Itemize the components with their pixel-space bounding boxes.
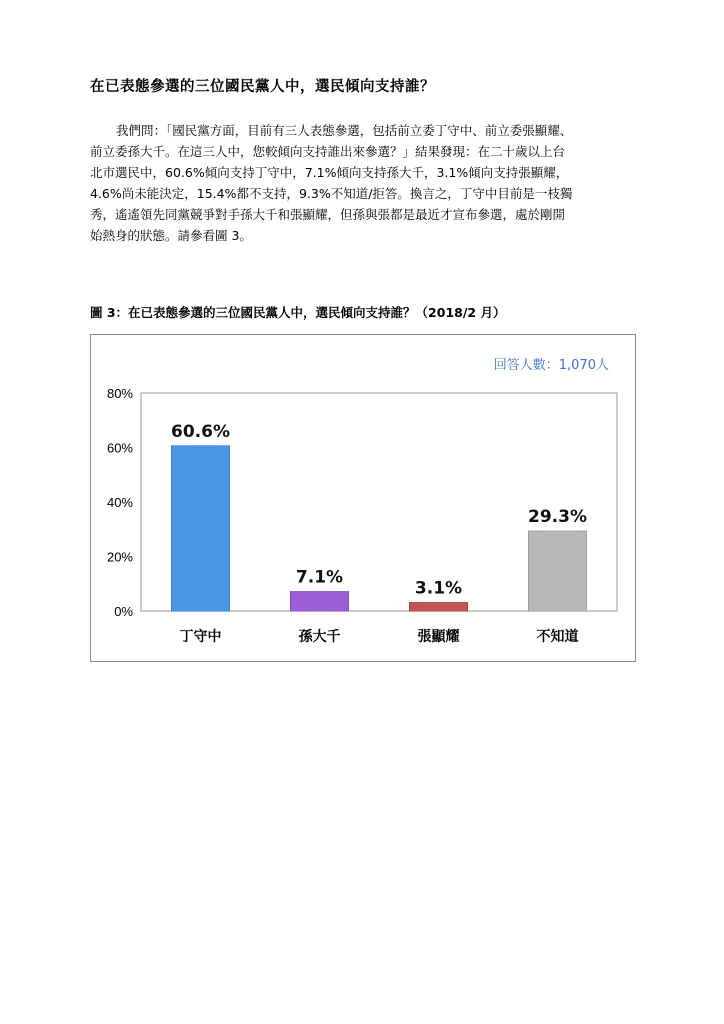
paragraph-line: 始熱身的狀態。請參看圖 3。 <box>90 228 252 243</box>
bar-value-label: 3.1% <box>414 578 463 599</box>
x-category-label: 張顯耀 <box>417 629 460 645</box>
figure-caption: 圖 3：在已表態參選的三位國民黨人中，選民傾向支持誰？（2018/2 月） <box>90 305 506 320</box>
x-category-label: 丁守中 <box>179 629 222 645</box>
paragraph-line: 4.6%尚未能決定，15.4%都不支持，9.3%不知道/拒答。換言之，丁守中目前是一枝獨 <box>90 186 573 201</box>
y-tick-label: 20% <box>106 549 133 565</box>
bar-value-label: 29.3% <box>528 507 587 528</box>
paragraph-line: 秀，遙遙領先同黨競爭對手孫大千和張顯耀，但孫與張都是最近才宣布參選，處於剛開 <box>90 207 566 222</box>
paragraph-line: 前立委孫大千。在這三人中，您較傾向支持誰出來參選？」結果發現：在二十歲以上台 <box>90 144 566 159</box>
chart-frame <box>90 334 636 662</box>
bar-shading <box>410 603 468 611</box>
y-tick-label: 80% <box>106 386 133 401</box>
y-tick-label: 0% <box>114 604 133 619</box>
paragraph-line: 北市選民中，60.6%傾向支持丁守中，7.1%傾向支持孫大千，3.1%傾向支持張顯耀， <box>90 165 569 180</box>
paragraph-line: 我們問：「國民黨方面，目前有三人表態參選，包括前立委丁守中、前立委張顯耀、 <box>116 123 573 138</box>
respondent-count-annotation: 回答人數：1,070人 <box>493 358 609 373</box>
body-paragraph <box>90 120 650 246</box>
bar-shading <box>172 446 230 611</box>
page-heading: 在已表態參選的三位國民黨人中，選民傾向支持誰？ <box>90 79 435 95</box>
bar-shading <box>529 531 587 611</box>
bar-value-label: 60.6% <box>171 421 230 442</box>
x-category-label: 孫大千 <box>298 629 341 645</box>
y-tick-label: 40% <box>106 495 133 510</box>
bar-value-label: 7.1% <box>295 567 344 588</box>
bar-chart <box>91 335 635 661</box>
bar-shading <box>291 592 349 611</box>
x-category-label: 不知道 <box>536 629 579 645</box>
y-tick-label: 60% <box>106 440 133 456</box>
